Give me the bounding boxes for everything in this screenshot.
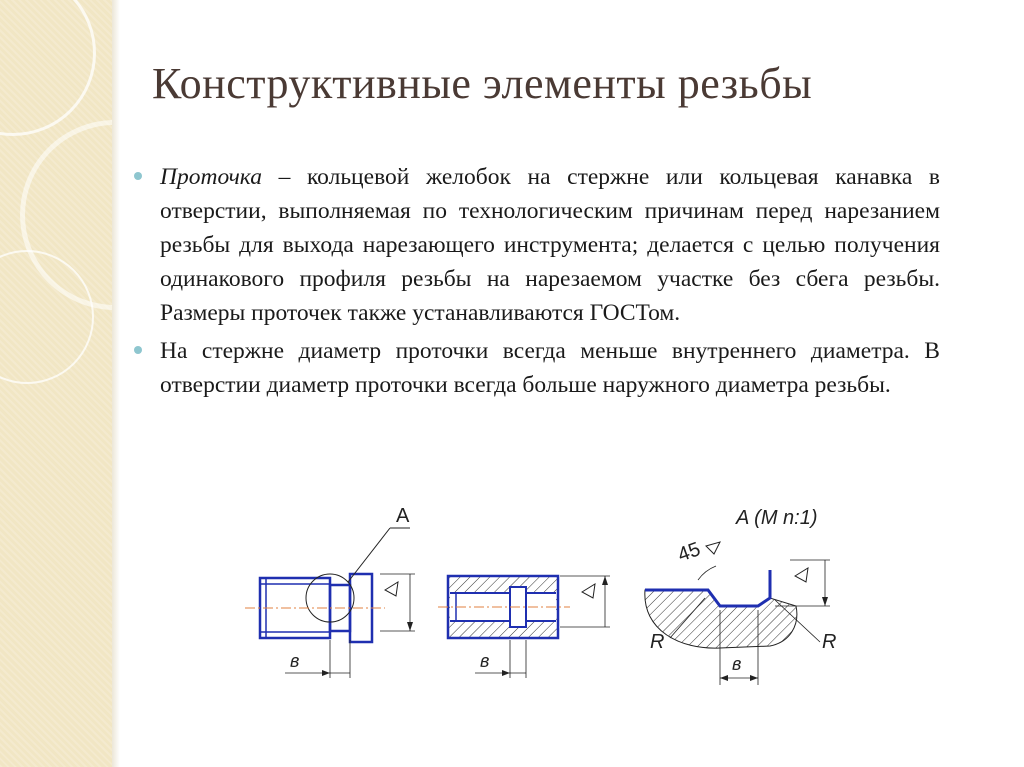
bullet-text: – кольцевой желобок на стержне или кольцевая канавка в отверстии, выполняемая по технологическим причинам перед нарезанием резьбы для выхода нарезающего инструмента; делается с целью получения одинакового профиля резьбы на нарезаемом участке без сбега резьбы. Размеры проточек также устанавливаются ГОСТом.: [160, 164, 940, 326]
slide-body: [132, 160, 940, 406]
sidebar-shadow: [112, 0, 120, 767]
angle-label: 45: [674, 538, 704, 567]
decorative-ring: [0, 0, 96, 136]
bullet-text: На стержне диаметр проточки всегда меньше внутреннего диаметра. В отверстии диаметр проточки всегда больше наружного диаметра резьбы.: [160, 338, 940, 398]
bullet-dot-icon: [134, 346, 142, 354]
radius-label-right: R: [822, 631, 837, 653]
dimension-label-width: в: [732, 654, 742, 674]
detail-title: A (M n:1): [736, 507, 818, 529]
detail-view-drawing: [645, 507, 837, 685]
radius-label-left: R: [650, 631, 665, 653]
decorative-sidebar: [0, 0, 112, 767]
thread-groove-diagram: [230, 490, 850, 690]
callout-label-a: A: [396, 505, 410, 527]
bullet-item: [132, 160, 940, 330]
term-label: Проточка: [160, 164, 262, 190]
bullet-dot-icon: [134, 172, 142, 180]
dimension-label-width: в: [480, 651, 490, 671]
dimension-label-width: в: [290, 651, 300, 671]
shaft-drawing: [245, 505, 415, 678]
bullet-item: [132, 334, 940, 402]
hole-drawing: [438, 576, 610, 678]
slide-title: Конструктивные элементы резьбы: [152, 59, 813, 108]
